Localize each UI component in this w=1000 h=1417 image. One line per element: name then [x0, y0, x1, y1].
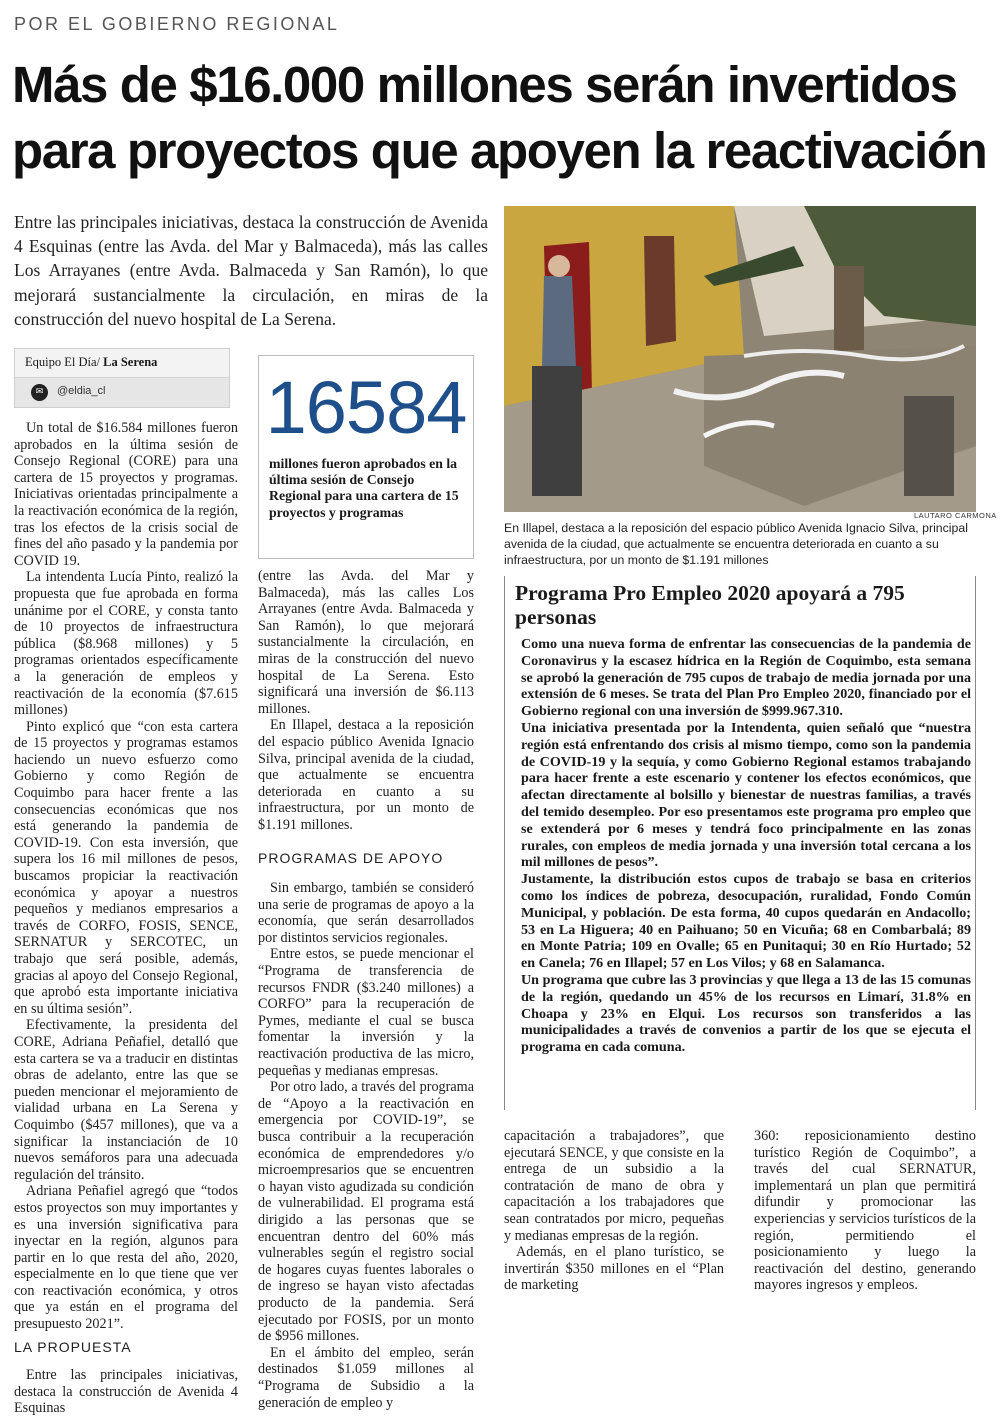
subhead-programas-de-apoyo: PROGRAMAS DE APOYO	[258, 849, 444, 866]
body-paragraph: Adriana Peñafiel agregó que “todos estos proyectos son muy importantes y es una inversión significativa para inyectar en la región, algunos para partir en lo que resta del año, 2020, especialmente en lo que tiene que ver con reactivación económica, y otros que ya están en el programa del presupuesto 2021”.	[14, 1183, 238, 1333]
body-paragraph: En el ámbito del empleo, serán destinados $1.059 millones al “Programa de Subsidio a la generación de empleo y	[258, 1344, 474, 1411]
twitter-row	[15, 377, 229, 407]
lead-paragraph: Entre las principales iniciativas, destaca la construcción de Avenida 4 Esquinas (entre las Avda. del Mar y Balmaceda), más las calles Los Arrayanes (entre Avda. Balmaceda y San Ramón), lo que mejorará sustancialmente la circulación, en miras de la construcción del nuevo hospital de La Serena.	[14, 212, 488, 329]
article-column-4	[754, 1128, 976, 1294]
body-paragraph: Pinto explicó que “con esta cartera de 15 proyectos y programas estamos haciendo un nuevo esfuerzo como Gobierno y como Región de Coquimbo para hacer frente a las consecuencias económicas que nos está generando la pandemia de COVID-19. Con esta inversión, que supera los 16 mil millones de pesos, buscamos propiciar la reactivación económica y apoyar a nuestros pequeños y medianos empresarios a través de CORFO, FOSIS, SENCE, SERNATUR y SERCOTEC, un trabajo que será posible, además, gracias al apoyo del Consejo Regional, que aprobó esta importante iniciativa en su última sesión”.	[14, 718, 238, 1017]
stat-caption: millones fueron aprobados en la última sesión de Consejo Regional para una cartera de 15 proyectos y programas	[269, 456, 459, 520]
body-paragraph: Sin embargo, también se consideró una serie de programas de apoyo a la economía, que serán desarrollados por distintos servicios regionales.	[258, 880, 474, 946]
byline-author	[25, 355, 157, 370]
twitter-icon: ✉	[31, 384, 48, 401]
article-column-1	[14, 420, 238, 1417]
author-name: Equipo El Día/	[25, 355, 100, 369]
twitter-handle[interactable]: @eldia_cl	[57, 385, 106, 397]
body-paragraph: La intendenta Lucía Pinto, realizó la propuesta que fue aprobada en forma unánime por el CORE, y consta tanto de 10 proyectos de infraestructura pública ($8.968 millones) y 5 programas orientados específicamente a la generación de empleos y reactivación de la economía ($7.615 millones)	[14, 569, 238, 719]
section-kicker: POR EL GOBIERNO REGIONAL	[14, 14, 340, 34]
body-paragraph: Por otro lado, a través del programa de “Apoyo a la reactivación en emergencia por COVID-19”, se busca contribuir a la recuperación económica de emprendedores y/o microempresarios que se encuentren o hayan visto agudizada su condición de vulnerabilidad. El programa está dirigido a las personas que se encuentran dentro del 60% más vulnerables según el registro social de hogares cuyas fuentes laborales o de ingreso se hayan visto afectadas producto de la pandemia. Será ejecutado por FOSIS, por un monto de $956 millones.	[258, 1079, 474, 1345]
photo-caption: En Illapel, destaca a la reposición del espacio público Avenida Ignacio Silva, principal avenida de la ciudad, que actualmente se encuentra deteriorada en cuanto a su infraestructura, por un monto de $1.191 millones	[504, 521, 968, 567]
sidebar-title: Programa Pro Empleo 2020 apoyará a 795 personas	[515, 581, 905, 629]
sidebar-paragraph: Un programa que cubre las 3 provincias y que llega a 13 de las 15 comunas de la región, quedando un 45% de los recursos en Limarí, 31.8% en Choapa y 23% en Elqui. Los recursos son transferidos a las municipalidades a través de convenios a partir de los que se ejecuta el programa en cada comuna.	[521, 971, 971, 1056]
sidebar-paragraph: Justamente, la distribución estos cupos de trabajo se basa en criterios como los índices de pobreza, desocupación, ruralidad, Fondo Común Municipal, y población. De esta forma, 40 cupos quedarán en Andacollo; 53 en La Higuera; 40 en Paihuano; 50 en Vicuña; 68 en Combarbalá; 89 en Monte Patria; 109 en Ovalle; 65 en Punitaqui; 30 en Río Hurtado; 52 en Canela; 76 en Illapel; 57 en Los Vilos; y 68 en Salamanca.	[521, 871, 971, 972]
body-paragraph: Además, en el plano turístico, se invertirán $350 millones en el “Plan de marketing	[504, 1244, 724, 1294]
sidebar-box	[504, 576, 976, 1110]
byline-location: La Serena	[103, 355, 158, 369]
photo-illustration	[504, 206, 976, 512]
stat-callout	[258, 355, 474, 559]
news-photo	[504, 206, 976, 512]
body-paragraph: En Illapel, destaca a la reposición del espacio público Avenida Ignacio Silva, principal avenida de la ciudad, que actualmente se encuentra deteriorada en cuanto a su infraestructura, por un monto de $1.191 millones.	[258, 717, 474, 833]
headline	[12, 52, 997, 184]
stat-number: 16584	[265, 366, 467, 449]
headline-line-1: Más de $16.000 millones serán invertidos	[12, 56, 957, 113]
body-paragraph: Un total de $16.584 millones fueron aprobados en la última sesión de Consejo Regional (CORE) para una cartera de 15 proyectos y programas. Iniciativas orientadas principalmente a la reactivación económica de la región, tras los efectos de la crisis social de fines del año pasado y la pandemia por COVID 19.	[14, 420, 238, 569]
sidebar-paragraph: Una iniciativa presentada por la Intendenta, quien señaló que “nuestra región está enfrentando dos crisis al mismo tiempo, como son la pandemia de COVID-19 y la sequía, y como Gobierno Regional estamos trabajando para hacer frente a este escenario y contener los efectos económicos, que afectan directamente al bolsillo y bienestar de nuestras familias, a través del temido desempleo. Por eso presentamos este programa pro empleo que se extenderá por 6 meses y tendrá foco principalmente en las zonas rurales, con empleos de media jornada y una inversión total cercana a los mil millones de pesos”.	[521, 719, 971, 871]
body-paragraph: capacitación a trabajadores”, que ejecutará SENCE, y que consiste en la entrega de un subsidio a la contratación de mano de obra y capacitación a los trabajadores que sean contratados por micro, pequeñas y medianas empresas de la región.	[504, 1128, 724, 1244]
sidebar-paragraph: Como una nueva forma de enfrentar las consecuencias de la pandemia de Coronavirus y la escasez hídrica en la Región de Coquimbo, esta semana se aprobó la generación de 795 cupos de trabajo de media jornada por una extensión de 6 meses. Se trata del Plan Pro Empleo 2020, financiado por el Gobierno regional con una inversión de $999.967.310.	[521, 636, 971, 720]
byline-box	[14, 348, 230, 408]
body-paragraph: Entre las principales iniciativas, destaca la construcción de Avenida 4 Esquinas	[14, 1367, 238, 1417]
headline-line-2: para proyectos que apoyen la reactivación	[12, 122, 987, 179]
subhead-la-propuesta: LA PROPUESTA	[14, 1338, 132, 1355]
body-paragraph: Entre estos, se puede mencionar el “Programa de transferencia de recursos FNDR ($3.240 millones) a CORFO” para la recuperación de Pymes, mediante el cual se busca fomentar la inversión y la reactivación productiva de las micro, pequeñas y medianas empresas.	[258, 946, 474, 1079]
body-paragraph: Efectivamente, la presidenta del CORE, Adriana Peñafiel, detalló que esta cartera se va a traducir en distintas obras de adelanto, entre las que se pueden mencionar el mejoramiento de vialidad urbana en La Serena y Coquimbo ($457 millones), que va a significar la instanciación de 10 nuevos semáforos para una adecuada regulación del tránsito.	[14, 1017, 238, 1183]
sidebar-body	[521, 636, 971, 1056]
photo-credit: LAUTARO CARMONA	[914, 511, 997, 520]
body-paragraph: 360: reposicionamiento destino turístico Región de Coquimbo”, a través del cual SERNATUR, implementará un plan que permitirá difundir y promocionar las experiencias y servicios turísticos de la región, permitiendo el posicionamiento y luego la reactivación del destino, generando mayores ingresos y empleos.	[754, 1128, 976, 1294]
article-column-2	[258, 568, 474, 1411]
article-column-3	[504, 1128, 724, 1294]
body-paragraph: (entre las Avda. del Mar y Balmaceda), más las calles Los Arrayanes (entre Avda. Balmaceda y San Ramón), lo que mejorará sustancialmente la circulación, en miras de la construcción del nuevo hospital de La Serena. Esto significará una inversión de $6.113 millones.	[258, 568, 474, 717]
